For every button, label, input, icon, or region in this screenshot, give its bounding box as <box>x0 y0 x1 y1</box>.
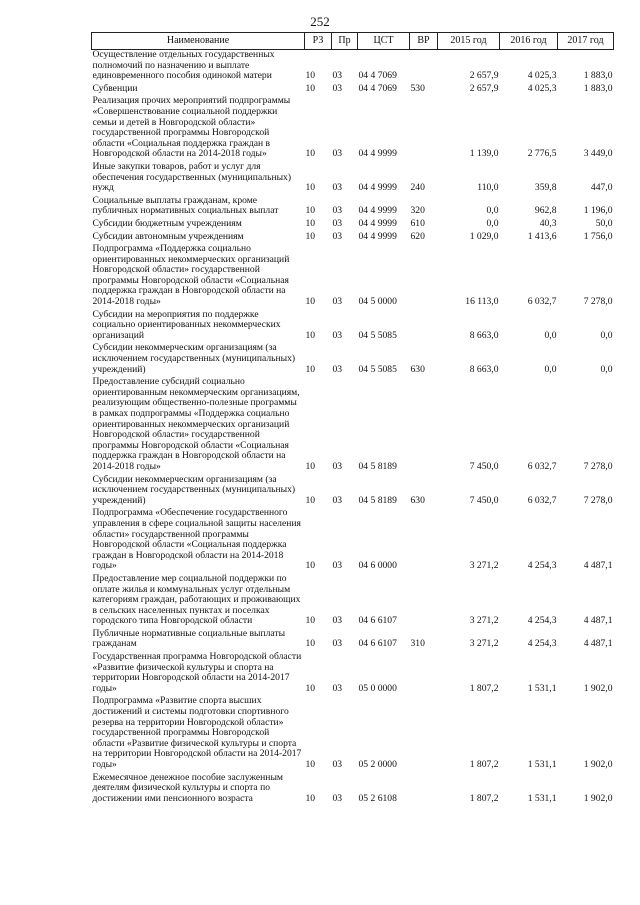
row-value-2016: 962,8 <box>534 205 557 217</box>
row-value-2017: 1 902,0 <box>583 682 613 694</box>
row-rz: 10 <box>305 560 316 572</box>
row-cst: 05 0 0000 <box>358 682 397 694</box>
row-value-2017: 1 196,0 <box>583 205 613 217</box>
row-cst: 04 5 0000 <box>358 296 397 308</box>
row-name: Подпрограмма «Обеспечение государственного управления в сфере социальной защиты населения области» государственной программы Новгородской области «Социальная поддержка граждан в Новгородской области на 2014-2018 годы» <box>92 507 301 572</box>
row-value-2016: 4 254,3 <box>527 615 557 627</box>
table-row <box>92 219 614 232</box>
row-cst: 04 4 7069 <box>358 82 397 94</box>
row-value-2016: 4 254,3 <box>527 560 557 572</box>
row-rz: 10 <box>305 638 316 650</box>
row-name: Субсидии автономным учреждениям <box>92 230 244 242</box>
row-name: Подпрограмма «Развитие спорта высших достижений и системы подготовки спортивного резерва на территории Новгородской области» государственной программы Новгородской области «Развитие физической культуры и спорта на территории Новгородской области на 2014-2017 годы» <box>92 695 302 770</box>
row-value-2017: 1 902,0 <box>583 792 613 804</box>
row-pr: 03 <box>332 82 343 94</box>
row-vr <box>410 696 438 772</box>
row-value-2015: 2 657,9 <box>469 82 499 94</box>
row-cst: 04 4 7069 <box>358 70 397 82</box>
row-name: Субсидии некоммерческим организациям (за исключением государственных (муниципальных) учреждений) <box>92 342 296 375</box>
table-row <box>92 196 614 219</box>
row-value-2017: 0,0 <box>600 329 613 341</box>
row-rz: 10 <box>305 329 316 341</box>
row-vr <box>410 574 438 629</box>
row-rz: 10 <box>305 759 316 770</box>
row-value-2017: 1 902,0 <box>583 759 613 770</box>
row-rz: 10 <box>305 792 316 804</box>
row-rz: 10 <box>305 182 316 194</box>
row-pr: 03 <box>332 205 343 217</box>
row-rz: 10 <box>305 148 316 160</box>
row-cst: 04 4 9999 <box>358 182 397 194</box>
row-value-2016: 2 776,5 <box>527 148 557 160</box>
row-rz: 10 <box>305 230 316 242</box>
row-value-2016: 40,3 <box>539 217 557 229</box>
row-vr <box>410 96 438 162</box>
row-cst: 05 2 6108 <box>358 792 397 804</box>
row-value-2017: 4 487,1 <box>583 638 613 650</box>
row-rz: 10 <box>305 363 316 375</box>
table-row <box>92 696 614 772</box>
row-cst: 04 5 8189 <box>358 460 397 472</box>
header-2016: 2016 год <box>500 33 558 50</box>
row-rz: 10 <box>305 460 316 472</box>
table-row <box>92 475 614 509</box>
row-cst: 04 4 9999 <box>358 217 397 229</box>
page-number: 252 <box>310 14 330 29</box>
row-value-2015: 2 657,9 <box>469 70 499 82</box>
row-vr: 530 <box>410 82 425 94</box>
table-row <box>92 652 614 696</box>
row-value-2017: 1 883,0 <box>583 70 613 82</box>
row-value-2015: 0,0 <box>486 205 499 217</box>
row-pr: 03 <box>332 217 343 229</box>
table-row <box>92 574 614 629</box>
table-row <box>92 508 614 574</box>
budget-table <box>91 32 614 806</box>
table-body <box>92 50 614 807</box>
header-2017: 2017 год <box>558 33 614 50</box>
row-name: Публичные нормативные социальные выплаты гражданам <box>92 627 286 650</box>
table-row <box>92 310 614 344</box>
row-rz: 10 <box>305 205 316 217</box>
row-vr: 310 <box>410 638 425 650</box>
row-rz: 10 <box>305 217 316 229</box>
row-name: Субсидии бюджетным учреждениям <box>92 217 242 229</box>
row-pr: 03 <box>332 615 343 627</box>
row-rz: 10 <box>305 296 316 308</box>
row-value-2015: 1 029,0 <box>469 230 499 242</box>
row-name: Ежемесячное денежное пособие заслуженным деятелям физической культуры и спорта по достижении ими пенсионного возраста <box>92 771 283 804</box>
row-value-2015: 7 450,0 <box>469 460 499 472</box>
row-value-2015: 1 807,2 <box>469 759 499 770</box>
row-value-2016: 1 531,1 <box>527 682 557 694</box>
row-vr <box>410 773 438 807</box>
row-value-2015: 16 113,0 <box>465 296 499 308</box>
row-pr: 03 <box>332 759 343 770</box>
row-value-2015: 3 271,2 <box>469 560 499 572</box>
row-value-2016: 6 032,7 <box>527 296 557 308</box>
row-vr <box>410 244 438 310</box>
row-pr: 03 <box>332 70 343 82</box>
table-row <box>92 629 614 652</box>
row-value-2015: 7 450,0 <box>469 494 499 506</box>
row-value-2017: 7 278,0 <box>583 460 613 472</box>
row-cst: 04 4 9999 <box>358 205 397 217</box>
row-name: Субвенции <box>92 82 138 94</box>
row-vr <box>410 377 438 474</box>
table-row <box>92 162 614 196</box>
row-name: Иные закупки товаров, работ и услуг для обеспечения государственных (муниципальных) нужд <box>92 160 292 194</box>
header-rz: РЗ <box>305 33 332 50</box>
row-value-2015: 1 139,0 <box>469 148 499 160</box>
row-pr: 03 <box>332 148 343 160</box>
header-vr: ВР <box>410 33 438 50</box>
row-pr: 03 <box>332 230 343 242</box>
row-value-2017: 4 487,1 <box>583 615 613 627</box>
row-vr <box>410 50 438 84</box>
row-cst: 04 5 8189 <box>358 494 397 506</box>
row-value-2015: 1 807,2 <box>469 792 499 804</box>
row-value-2015: 110,0 <box>477 182 499 194</box>
row-pr: 03 <box>332 494 343 506</box>
row-value-2016: 4 025,3 <box>527 82 557 94</box>
table-row <box>92 244 614 310</box>
row-vr: 630 <box>410 494 425 506</box>
row-cst: 04 4 9999 <box>358 148 397 160</box>
row-value-2015: 8 663,0 <box>469 363 499 375</box>
header-2015: 2015 год <box>438 33 500 50</box>
row-value-2015: 0,0 <box>486 217 499 229</box>
row-value-2016: 1 531,1 <box>527 792 557 804</box>
row-value-2016: 6 032,7 <box>527 460 557 472</box>
row-name: Предоставление субсидий социально ориентированным некоммерческим организациям, реализующим общественно-полезные программы в рамках подпрограммы «Поддержка социально ориентированных некоммерческих организаций Новгородской области» государственной программы Новгородской области «Социальная поддержка граждан в Новгородской области на 2014-2018 годы» <box>92 376 300 472</box>
row-value-2017: 447,0 <box>590 182 613 194</box>
row-value-2016: 1 531,1 <box>527 759 557 770</box>
row-pr: 03 <box>332 792 343 804</box>
row-value-2016: 4 254,3 <box>527 638 557 650</box>
row-rz: 10 <box>305 682 316 694</box>
row-name: Субсидии на мероприятия по поддержке социально ориентированных некоммерческих организаций <box>92 308 281 341</box>
row-name: Предоставление мер социальной поддержки по оплате жилья и коммунальных услуг отдельным категориям граждан, работающих и проживающих в сельских населенных пунктах и поселках городского типа Новгородской области <box>92 572 301 627</box>
row-rz: 10 <box>305 70 316 82</box>
row-cst: 04 6 6107 <box>358 615 397 627</box>
row-name: Подпрограмма «Поддержка социально ориентированных некоммерческих организаций Новгородской области» государственной программы Новгородской области «Социальная поддержка граждан в Новгородской области на 2014-2018 годы» <box>92 243 290 308</box>
row-value-2016: 6 032,7 <box>527 494 557 506</box>
row-pr: 03 <box>332 363 343 375</box>
header-pr: Пр <box>332 33 358 50</box>
row-pr: 03 <box>332 460 343 472</box>
table-row <box>92 377 614 474</box>
table-row <box>92 773 614 807</box>
row-value-2015: 3 271,2 <box>469 615 499 627</box>
row-vr: 620 <box>410 230 425 242</box>
row-pr: 03 <box>332 682 343 694</box>
row-value-2017: 4 487,1 <box>583 560 613 572</box>
table-row <box>92 50 614 84</box>
row-rz: 10 <box>305 82 316 94</box>
row-name: Субсидии некоммерческим организациям (за исключением государственных (муниципальных) учреждений) <box>92 473 296 506</box>
row-value-2015: 3 271,2 <box>469 638 499 650</box>
row-pr: 03 <box>332 296 343 308</box>
row-value-2017: 1 756,0 <box>583 230 613 242</box>
table-row <box>92 96 614 162</box>
row-value-2017: 7 278,0 <box>583 494 613 506</box>
row-pr: 03 <box>332 638 343 650</box>
header-cst: ЦСТ <box>358 33 410 50</box>
row-cst: 04 6 6107 <box>358 638 397 650</box>
row-value-2017: 50,0 <box>595 217 613 229</box>
row-value-2017: 0,0 <box>600 363 613 375</box>
table-row <box>92 343 614 377</box>
row-pr: 03 <box>332 182 343 194</box>
row-rz: 10 <box>305 494 316 506</box>
row-rz: 10 <box>305 615 316 627</box>
table-header-row <box>92 33 614 50</box>
row-value-2016: 0,0 <box>544 329 557 341</box>
row-vr <box>410 310 438 344</box>
row-pr: 03 <box>332 560 343 572</box>
header-name: Наименование <box>92 33 305 50</box>
row-value-2016: 359,8 <box>534 182 557 194</box>
row-cst: 04 6 0000 <box>358 560 397 572</box>
row-name: Реализация прочих мероприятий подпрограммы «Совершенствование социальной поддержки семьи и детей в Новгородской области» государственной программы Новгородской области «Социальная поддержка граждан в Новгородской области на 2014-2018 годы» <box>92 95 291 160</box>
row-vr <box>410 508 438 574</box>
row-name: Осуществление отдельных государственных полномочий по назначению и выплате единовременного пособия одинокой матери <box>92 49 275 82</box>
row-value-2017: 1 883,0 <box>583 82 613 94</box>
row-value-2015: 1 807,2 <box>469 682 499 694</box>
row-cst: 04 4 9999 <box>358 230 397 242</box>
row-vr: 320 <box>410 205 425 217</box>
row-value-2016: 4 025,3 <box>527 70 557 82</box>
row-value-2017: 3 449,0 <box>583 148 613 160</box>
row-value-2017: 7 278,0 <box>583 296 613 308</box>
row-vr: 630 <box>410 363 425 375</box>
row-value-2016: 0,0 <box>544 363 557 375</box>
row-vr: 610 <box>410 217 425 229</box>
row-pr: 03 <box>332 329 343 341</box>
row-value-2015: 8 663,0 <box>469 329 499 341</box>
row-cst: 04 5 5085 <box>358 363 397 375</box>
row-vr <box>410 652 438 696</box>
row-value-2016: 1 413,6 <box>527 230 557 242</box>
row-name: Государственная программа Новгородской области «Развитие физической культуры и спорта на территории Новгородской области на 2014-2017 годы» <box>92 651 302 694</box>
row-cst: 05 2 0000 <box>358 759 397 770</box>
row-vr: 240 <box>410 182 425 194</box>
row-cst: 04 5 5085 <box>358 329 397 341</box>
row-name: Социальные выплаты гражданам, кроме публичных нормативных социальных выплат <box>92 194 279 217</box>
